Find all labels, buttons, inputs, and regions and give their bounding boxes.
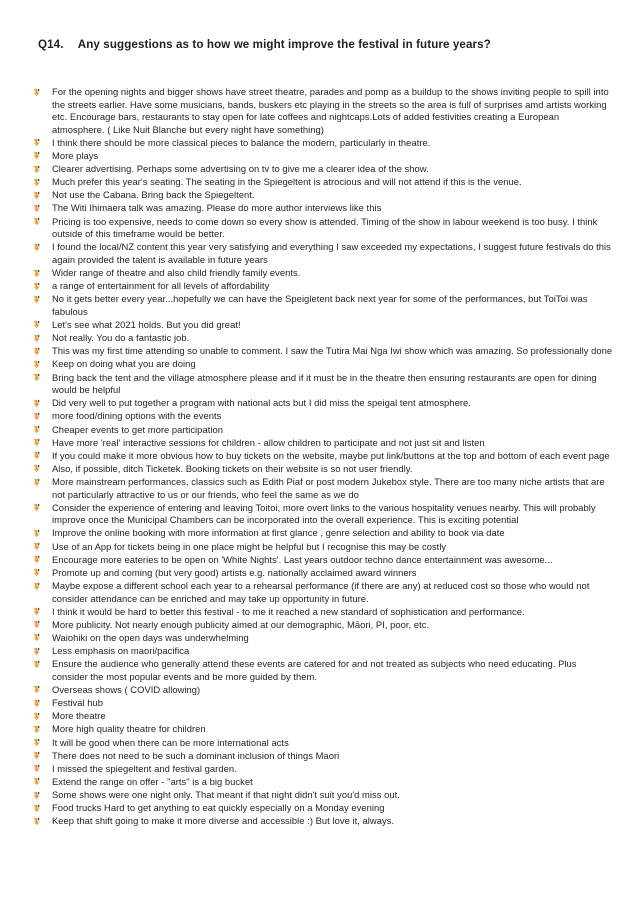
arrow-bullet-icon	[33, 503, 42, 512]
list-item	[32, 202, 614, 215]
list-item	[32, 527, 614, 540]
list-item-text: Food trucks Hard to get anything to eat quickly especially on a Monday evening	[52, 802, 385, 814]
list-item	[32, 163, 614, 176]
arrow-bullet-icon	[33, 791, 42, 800]
page-title	[38, 38, 612, 52]
list-item-text: Much prefer this year's seating. The seating in the Spiegeltent is atrocious and will not attend if this is the venue.	[52, 176, 522, 188]
arrow-bullet-icon	[33, 151, 42, 160]
list-item	[32, 332, 614, 345]
list-item-text: The Witi Ihimaera talk was amazing. Please do more author interviews like this	[52, 202, 382, 214]
list-item	[32, 789, 614, 802]
list-item	[32, 150, 614, 163]
arrow-bullet-icon	[33, 751, 42, 760]
arrow-bullet-icon	[33, 777, 42, 786]
list-item	[32, 619, 614, 632]
list-item-text: Bring back the tent and the village atmosphere please and if it must be in the theatre then ensuring restaurants are open for dining would be helpful	[52, 371, 597, 396]
list-item-text: If you could make it more obvious how to buy tickets on the website, maybe put link/buttons at the top and bottom of each event page	[52, 449, 610, 461]
list-item	[32, 567, 614, 580]
arrow-bullet-icon	[33, 725, 42, 734]
list-item-text: Some shows were one night only. That meant if that night didn't suit you'd miss out.	[52, 789, 400, 801]
arrow-bullet-icon	[33, 582, 42, 591]
arrow-bullet-icon	[33, 412, 42, 421]
arrow-bullet-icon	[33, 295, 42, 304]
list-item-text: More mainstream performances, classics such as Edith Piaf or post modern Jukebox style. There are too many niche artists that are not particularly attractive to us or our friends, who feel the same as we do	[52, 476, 605, 500]
list-item-text: Have more 'real' interactive sessions for children - allow children to participate and not just sit and listen	[52, 436, 485, 448]
list-item-text: Encourage more eateries to be open on 'White Nights'. Last years outdoor techno dance entertainment was awesome...	[52, 553, 553, 565]
list-item-text: Did very well to put together a program with national acts but I did miss the speigal tent atmosphere.	[52, 397, 471, 409]
list-item-text: a range of entertainment for all levels of affordability	[52, 280, 270, 292]
arrow-bullet-icon	[33, 529, 42, 538]
list-item-text: Festival hub	[52, 697, 104, 709]
list-item-text: Promote up and coming (but very good) artists e.g. nationally acclaimed award winners	[52, 566, 417, 578]
answer-list	[32, 86, 614, 828]
arrow-bullet-icon	[33, 217, 42, 226]
arrow-bullet-icon	[33, 699, 42, 708]
arrow-bullet-icon	[33, 804, 42, 813]
list-item-text: More high quality theatre for children	[52, 723, 206, 735]
arrow-bullet-icon	[33, 320, 42, 329]
arrow-bullet-icon	[33, 360, 42, 369]
arrow-bullet-icon	[33, 568, 42, 577]
arrow-bullet-icon	[33, 88, 42, 97]
arrow-bullet-icon	[33, 451, 42, 460]
list-item-text: Not use the Cabana. Bring back the Spiegeltent.	[52, 189, 255, 201]
list-item	[32, 216, 614, 241]
list-item-text: Improve the online booking with more information at first glance , genre selection and ability to book via date	[52, 527, 505, 539]
arrow-bullet-icon	[33, 633, 42, 642]
list-item-text: More theatre	[52, 710, 106, 722]
list-item-text: Keep on doing what you are doing	[52, 358, 196, 370]
list-item	[32, 437, 614, 450]
list-item-text: more food/dining options with the events	[52, 410, 222, 422]
list-item-text: Consider the experience of entering and leaving Toitoi, more overt links to the various hospitality venues nearby. This will probably improve once the Municipal Chambers can be incorporated into the overall experience. This is exciting potential	[52, 501, 596, 526]
list-item-text: There does not need to be such a dominant inclusion of things Maori	[52, 749, 340, 761]
arrow-bullet-icon	[33, 425, 42, 434]
list-item	[32, 424, 614, 437]
list-item	[32, 750, 614, 763]
arrow-bullet-icon	[33, 269, 42, 278]
list-item-text: Maybe expose a different school each year to a rehearsal performance (if there are any) at reduced cost so those who would not consider attendance can be enriched and may take up opportunity in future.	[52, 580, 590, 604]
arrow-bullet-icon	[33, 620, 42, 629]
list-item-text: It will be good when there can be more international acts	[52, 736, 289, 748]
list-item	[32, 697, 614, 710]
arrow-bullet-icon	[33, 542, 42, 551]
arrow-bullet-icon	[33, 191, 42, 200]
list-item	[32, 541, 614, 554]
list-item-text: For the opening nights and bigger shows have street theatre, parades and pomp as a buildup to the shows inviting people to spill into the streets earlier. Have some musicians, bands, buskers etc playing in the streets so the area is full of surprises amd artists working etc. Encourage bars, restaurants to stay open for late coffees and nightcaps.Lots of added festivities creating a European atmosphere. ( Like Nuit Blanche but every night have something)	[52, 86, 609, 135]
list-item	[32, 632, 614, 645]
arrow-bullet-icon	[33, 243, 42, 252]
arrow-bullet-icon	[33, 178, 42, 187]
arrow-bullet-icon	[33, 165, 42, 174]
list-item	[32, 580, 614, 605]
arrow-bullet-icon	[33, 334, 42, 343]
arrow-bullet-icon	[33, 660, 42, 669]
list-item	[32, 176, 614, 189]
list-item	[32, 476, 614, 501]
list-item-text: Waiohiki on the open days was underwhelming	[52, 631, 249, 643]
list-item	[32, 241, 614, 266]
arrow-bullet-icon	[33, 478, 42, 487]
list-item	[32, 397, 614, 410]
list-item-text: Cheaper events to get more participation	[52, 423, 223, 435]
list-item-text: Keep that shift going to make it more diverse and accessible :) But love it, always.	[52, 815, 395, 827]
list-item-text: I think it would be hard to better this festival - to me it reached a new standard of sophistication and performance.	[52, 605, 525, 617]
list-item	[32, 684, 614, 697]
arrow-bullet-icon	[33, 607, 42, 616]
list-item	[32, 137, 614, 150]
list-item-text: Wider range of theatre and also child friendly family events.	[52, 267, 301, 278]
list-item	[32, 463, 614, 476]
arrow-bullet-icon	[33, 764, 42, 773]
list-item-text: Overseas shows ( COVID allowing)	[52, 683, 201, 695]
arrow-bullet-icon	[33, 817, 42, 826]
list-item	[32, 319, 614, 332]
arrow-bullet-icon	[33, 464, 42, 473]
list-item-text: More plays	[52, 149, 99, 161]
list-item-text: No it gets better every year...hopefully we can have the Speigletent back next year for some of the performances, but ToiToi was fabulous	[52, 293, 588, 317]
list-item-text: Less emphasis on maori/pacifica	[52, 645, 190, 657]
list-item-text: Ensure the audience who generally attend these events are catered for and not treated as subjects who need educating. Plus consider the most popular events and be more guided by them.	[52, 658, 577, 682]
list-item-text: Use of an App for tickets being in one place might be helpful but I recognise this may be costly	[52, 540, 447, 552]
list-item	[32, 293, 614, 318]
arrow-bullet-icon	[33, 138, 42, 147]
list-item	[32, 372, 614, 397]
list-item	[32, 358, 614, 371]
list-item	[32, 267, 614, 280]
list-item	[32, 554, 614, 567]
list-item-text: This was my first time attending so unable to comment. I saw the Tutira Mai Nga Iwi show which was amazing. So professionally done	[52, 345, 613, 357]
list-item	[32, 86, 614, 136]
list-item	[32, 189, 614, 202]
list-item	[32, 802, 614, 815]
list-item-text: Not really. You do a fantastic job.	[52, 332, 190, 344]
question-number: Q14.	[38, 38, 64, 51]
list-item	[32, 776, 614, 789]
list-item-text: Clearer advertising. Perhaps some advertising on tv to give me a clearer idea of the show.	[52, 163, 429, 175]
arrow-bullet-icon	[33, 685, 42, 694]
arrow-bullet-icon	[33, 204, 42, 213]
arrow-bullet-icon	[33, 555, 42, 564]
list-item-text: More publicity. Not nearly enough publicity aimed at our demographic, Māori, PI, poor, etc.	[52, 618, 430, 630]
list-item	[32, 763, 614, 776]
list-item-text: Let's see what 2021 holds. But you did great!	[52, 318, 241, 330]
arrow-bullet-icon	[33, 712, 42, 721]
list-item	[32, 345, 614, 358]
list-item	[32, 710, 614, 723]
list-item-text: Extend the range on offer - "arts" is a big bucket	[52, 775, 253, 787]
arrow-bullet-icon	[33, 347, 42, 356]
arrow-bullet-icon	[33, 399, 42, 408]
list-item	[32, 280, 614, 293]
list-item-text: Also, if possible, ditch Ticketek. Booking tickets on their website is so not user friendly.	[52, 462, 413, 474]
arrow-bullet-icon	[33, 738, 42, 747]
list-item	[32, 410, 614, 423]
arrow-bullet-icon	[33, 438, 42, 447]
arrow-bullet-icon	[33, 647, 42, 656]
list-item	[32, 450, 614, 463]
list-item-text: I missed the spiegeltent and festival garden.	[52, 762, 237, 774]
list-item	[32, 815, 614, 828]
list-item	[32, 606, 614, 619]
list-item-text: I found the local/NZ content this year very satisfying and everything I saw exceeded my expectations, I suggest future festivals do this again provided the talent is available in future years	[52, 241, 611, 265]
list-item	[32, 502, 614, 527]
list-item	[32, 723, 614, 736]
arrow-bullet-icon	[33, 282, 42, 291]
question-text: Any suggestions as to how we might improve the festival in future years?	[77, 38, 491, 51]
list-item	[32, 658, 614, 683]
arrow-bullet-icon	[33, 373, 42, 382]
list-item-text: I think there should be more classical pieces to balance the modern, particularly in theatre.	[52, 136, 431, 148]
list-item-text: Pricing is too expensive, needs to come down so every show is attended. Timing of the show in labour weekend is too busy. I think outside of this timeframe would be better.	[52, 215, 598, 240]
list-item	[32, 645, 614, 658]
list-item	[32, 737, 614, 750]
